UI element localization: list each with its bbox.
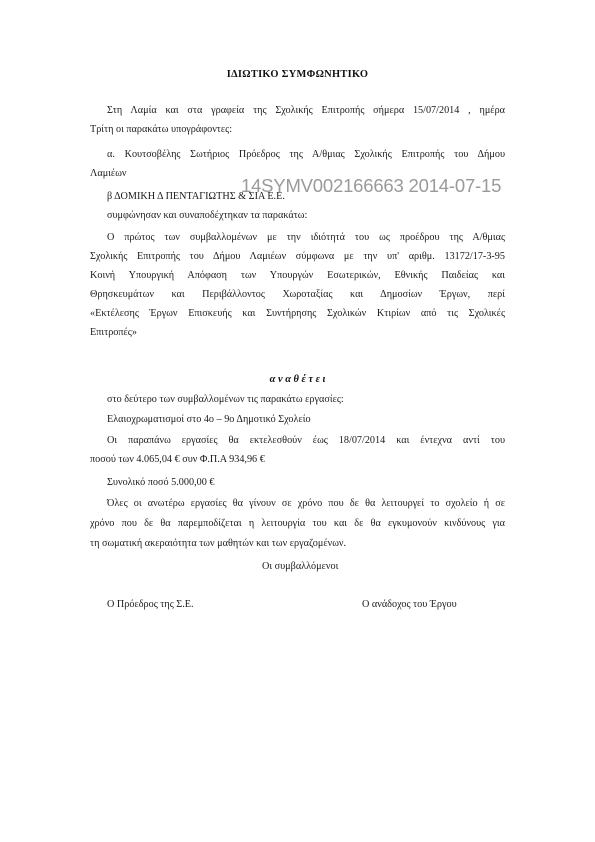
first-party-line-1: Ο πρώτος των συμβαλλομένων με την ιδιότητά του ως προέδρου της Α/θμιας [107,232,505,243]
party-b: β ΔΟΜΙΚΗ Δ ΠΕΝΤΑΓΙΩΤΗΣ & ΣΙΑ Ε.Ε. [107,191,285,202]
first-party-line-6: Επιτροπές» [90,327,137,338]
party-a-line-2: Λαμιέων [90,168,127,179]
intro-line-1: Στη Λαμία και στα γραφεία της Σχολικής Επιτροπής σήμερα 15/07/2014 , ημέρα [107,105,505,116]
party-a-line-1: α. Κουτσοβέλης Σωτήριος Πρόεδρος της Α/θμιας Σχολικής Επιτροπής του Δήμου [107,149,505,160]
signature-contractor: Ο ανάδοχος του Έργου [362,599,457,610]
deadline-line-2: ποσού των 4.065,04 € συν Φ.Π.Α 934,96 € [90,454,265,465]
contracting-parties: Οι συμβαλλόμενοι [262,561,339,572]
conditions-line-2: χρόνο που δε θα παρεμποδίζεται η λειτουργία του και δε θα εγκυμονούν κινδύνους για [90,518,505,529]
total-amount: Συνολικό ποσό 5.000,00 € [107,477,215,488]
first-party-line-2: Σχολικής Επιτροπής του Δήμου Λαμιέων σύμφωνα με την υπ' αριθμ. 13172/17-3-95 [90,251,505,262]
conditions-line-3: τη σωματική ακεραιότητα των μαθητών και των εργαζομένων. [90,538,347,549]
signature-president: Ο Πρόεδρος της Σ.Ε. [107,599,194,610]
first-party-line-5: «Εκτέλεσης Έργων Επισκευής και Συντήρησης Σχολικών Κτιρίων από τις Σχολικές [90,308,505,319]
intro-line-2: Τρίτη οι παρακάτω υπογράφοντες: [90,124,233,135]
deadline-line-1: Οι παραπάνω εργασίες θα εκτελεσθούν έως 18/07/2014 και έντεχνα αντί του [107,435,505,446]
document-title: ΙΔΙΩΤΙΚΟ ΣΥΜΦΩΝΗΤΙΚΟ [226,69,369,80]
works-description: Ελαιοχρωματισμοί στο 4ο – 9ο Δημοτικό Σχολείο [107,414,311,425]
second-party-text: στο δεύτερο των συμβαλλομένων τις παρακάτω εργασίες: [107,394,344,405]
assigns-heading: α ν α θ έ τ ε ι [269,374,326,385]
first-party-line-3: Κοινή Υπουργική Απόφαση των Υπουργών Εσωτερικών, Εθνικής Παιδείας και [90,270,505,281]
registration-watermark: 14SYMV002166663 2014-07-15 [241,175,502,196]
conditions-line-1: Όλες οι ανωτέρω εργασίες θα γίνουν σε χρόνο που δε θα λειτουργεί το σχολείο ή σε [107,498,505,509]
agreed-text: συμφώνησαν και συναποδέχτηκαν τα παρακάτω: [107,210,308,221]
first-party-line-4: Θρησκευμάτων και Περιβάλλοντος Χωροταξίας και Δημοσίων Έργων, περί [90,289,505,300]
